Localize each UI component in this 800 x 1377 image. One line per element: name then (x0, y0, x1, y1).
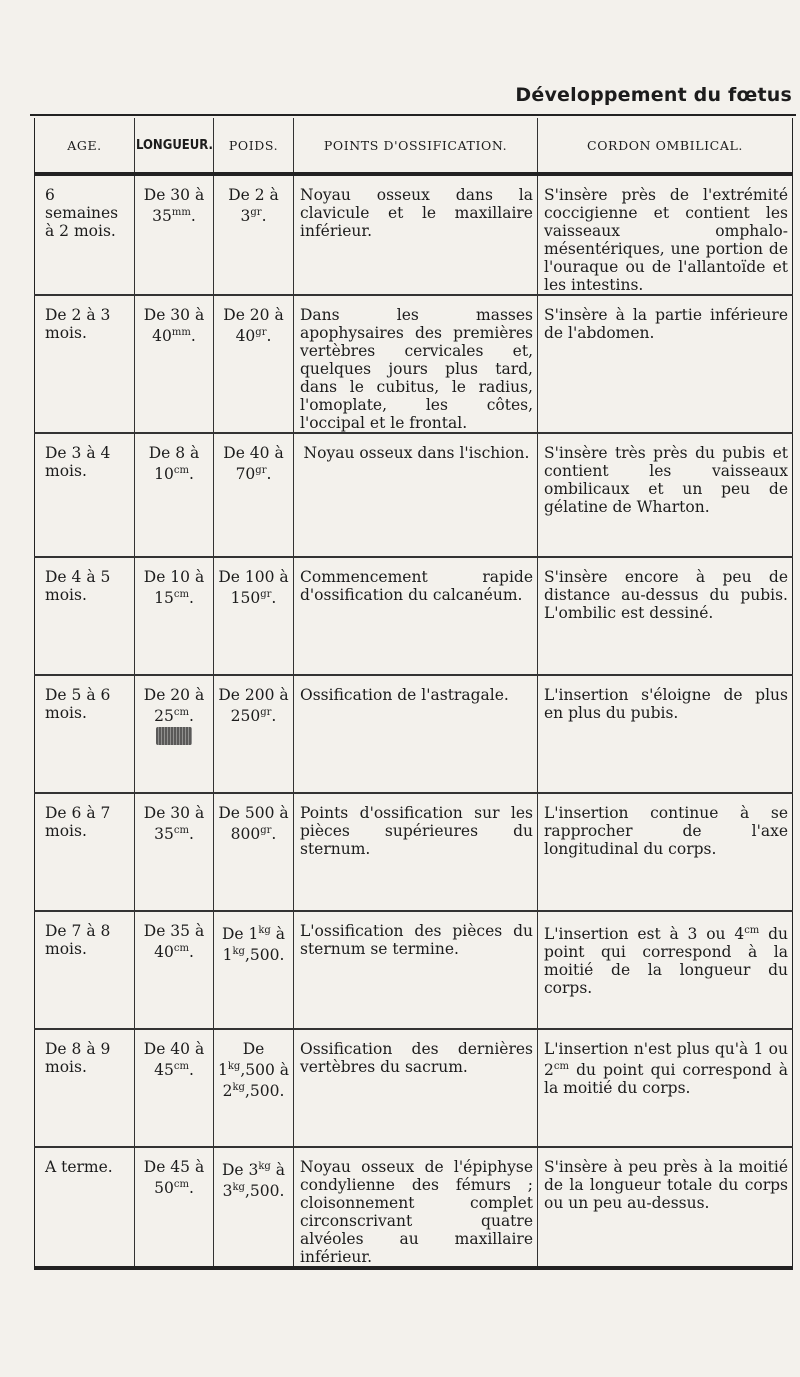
cell-age: De 4 à 5 mois. (35, 557, 135, 675)
cell-age: De 7 à 8 mois. (35, 911, 135, 1029)
cell-length: De 8 à $10^{cm}$. (135, 433, 214, 557)
cell-weight: De $1^{kg},500$ à $2^{kg},500$. (214, 1029, 294, 1147)
cell-weight: De 40 à $70^{gr}$. (214, 433, 294, 557)
cell-cord: S'insère près de l'extrémité coccigienne et contient les vaisseaux omphalo-mésentériques, une portion de l'ouraque ou de l'allantoïde et les intestins. (538, 174, 793, 295)
table-row (35, 793, 793, 911)
column-header-length: LONGUEUR. (135, 118, 214, 174)
cell-cord: L'insertion s'éloigne de plus en plus du pubis. (538, 675, 793, 793)
cell-ossification: Noyau osseux dans la clavicule et le maxillaire inférieur. (294, 174, 538, 295)
cell-weight: De 100 à $150^{gr}$. (214, 557, 294, 675)
cell-length-text: De 20 à $25^{cm}$. (143, 686, 205, 726)
cell-length: De 40 à $45^{cm}$. (135, 1029, 214, 1147)
cell-weight: De $3^{kg}$ à $3^{kg},500$. (214, 1147, 294, 1268)
cell-length: De 45 à $50^{cm}$. (135, 1147, 214, 1268)
cell-age: De 2 à 3 mois. (35, 295, 135, 433)
cell-cord: S'insère encore à peu de distance au-dessus du pubis. L'ombilic est dessiné. (538, 557, 793, 675)
development-table-container (34, 118, 792, 1278)
header-row (35, 118, 793, 174)
cell-length: De 35 à $40^{cm}$. (135, 911, 214, 1029)
cell-cord: S'insère à la partie inférieure de l'abdomen. (538, 295, 793, 433)
cell-ossification: Points d'ossification sur les pièces supérieures du sternum. (294, 793, 538, 911)
table-row (35, 174, 793, 295)
cell-weight: De $1^{kg}$ à $1^{kg},500$. (214, 911, 294, 1029)
cell-ossification: Ossification des dernières vertèbres du sacrum. (294, 1029, 538, 1147)
cell-weight: De 20 à $40^{gr}$. (214, 295, 294, 433)
cell-length: De 30 à $40^{mm}$. (135, 295, 214, 433)
cell-ossification: Noyau osseux de l'épiphyse condylienne des fémurs ; cloisonnement complet circonscrivant quatre alvéoles au maxillaire inférieur. (294, 1147, 538, 1268)
cell-ossification: L'ossification des pièces du sternum se termine. (294, 911, 538, 1029)
page-title: Développement du fœtus (515, 84, 792, 106)
cell-ossification: Ossification de l'astragale. (294, 675, 538, 793)
table-row (35, 1029, 793, 1147)
cell-length: De 10 à $15^{cm}$. (135, 557, 214, 675)
development-table (34, 118, 793, 1270)
cell-weight: De 500 à $800^{gr}$. (214, 793, 294, 911)
cell-ossification: Commencement rapide d'ossification du calcanéum. (294, 557, 538, 675)
column-header-ossification: POINTS D'OSSIFICATION. (294, 118, 538, 174)
cell-cord: L'insertion continue à se rapprocher de l'axe longitudinal du corps. (538, 793, 793, 911)
cell-length: De 30 à $35^{cm}$. (135, 793, 214, 911)
cell-cord: L'insertion n'est plus qu'à 1 ou $2^{cm}$ du point qui correspond à la moitié du corps. (538, 1029, 793, 1147)
cell-cord: L'insertion est à 3 ou $4^{cm}$ du point qui correspond à la moitié de la longueur du corps. (538, 911, 793, 1029)
cell-cord: S'insère très près du pubis et contient les vaisseaux ombilicaux et un peu de gélatine de Wharton. (538, 433, 793, 557)
top-rule (30, 114, 796, 116)
column-header-age: AGE. (35, 118, 135, 174)
column-header-weight: POIDS. (214, 118, 294, 174)
cell-age: 6 semaines à 2 mois. (35, 174, 135, 295)
table-row (35, 433, 793, 557)
column-header-cord: CORDON OMBILICAL. (538, 118, 793, 174)
table-row (35, 911, 793, 1029)
cell-age: De 6 à 7 mois. (35, 793, 135, 911)
table-row (35, 295, 793, 433)
cell-ossification: Dans les masses apophysaires des premières vertèbres cervicales et, quelques jours plus tard, dans le cubitus, le radius, l'omoplate, les côtes, l'occipal et le frontal. (294, 295, 538, 433)
cell-age: De 5 à 6 mois. (35, 675, 135, 793)
cell-weight: De 200 à $250^{gr}$. (214, 675, 294, 793)
cell-length-with-mark (135, 675, 214, 793)
cell-age: De 3 à 4 mois. (35, 433, 135, 557)
table-row (35, 1147, 793, 1268)
cell-age: A terme. (35, 1147, 135, 1268)
table-row (35, 675, 793, 793)
cell-weight: De 2 à $3^{gr}$. (214, 174, 294, 295)
ink-smudge (156, 727, 192, 745)
cell-ossification: Noyau osseux dans l'ischion. (294, 433, 538, 557)
cell-age: De 8 à 9 mois. (35, 1029, 135, 1147)
table-row (35, 557, 793, 675)
cell-cord: S'insère à peu près à la moitié de la longueur totale du corps ou un peu au-dessus. (538, 1147, 793, 1268)
cell-length: De 30 à $35^{mm}$. (135, 174, 214, 295)
